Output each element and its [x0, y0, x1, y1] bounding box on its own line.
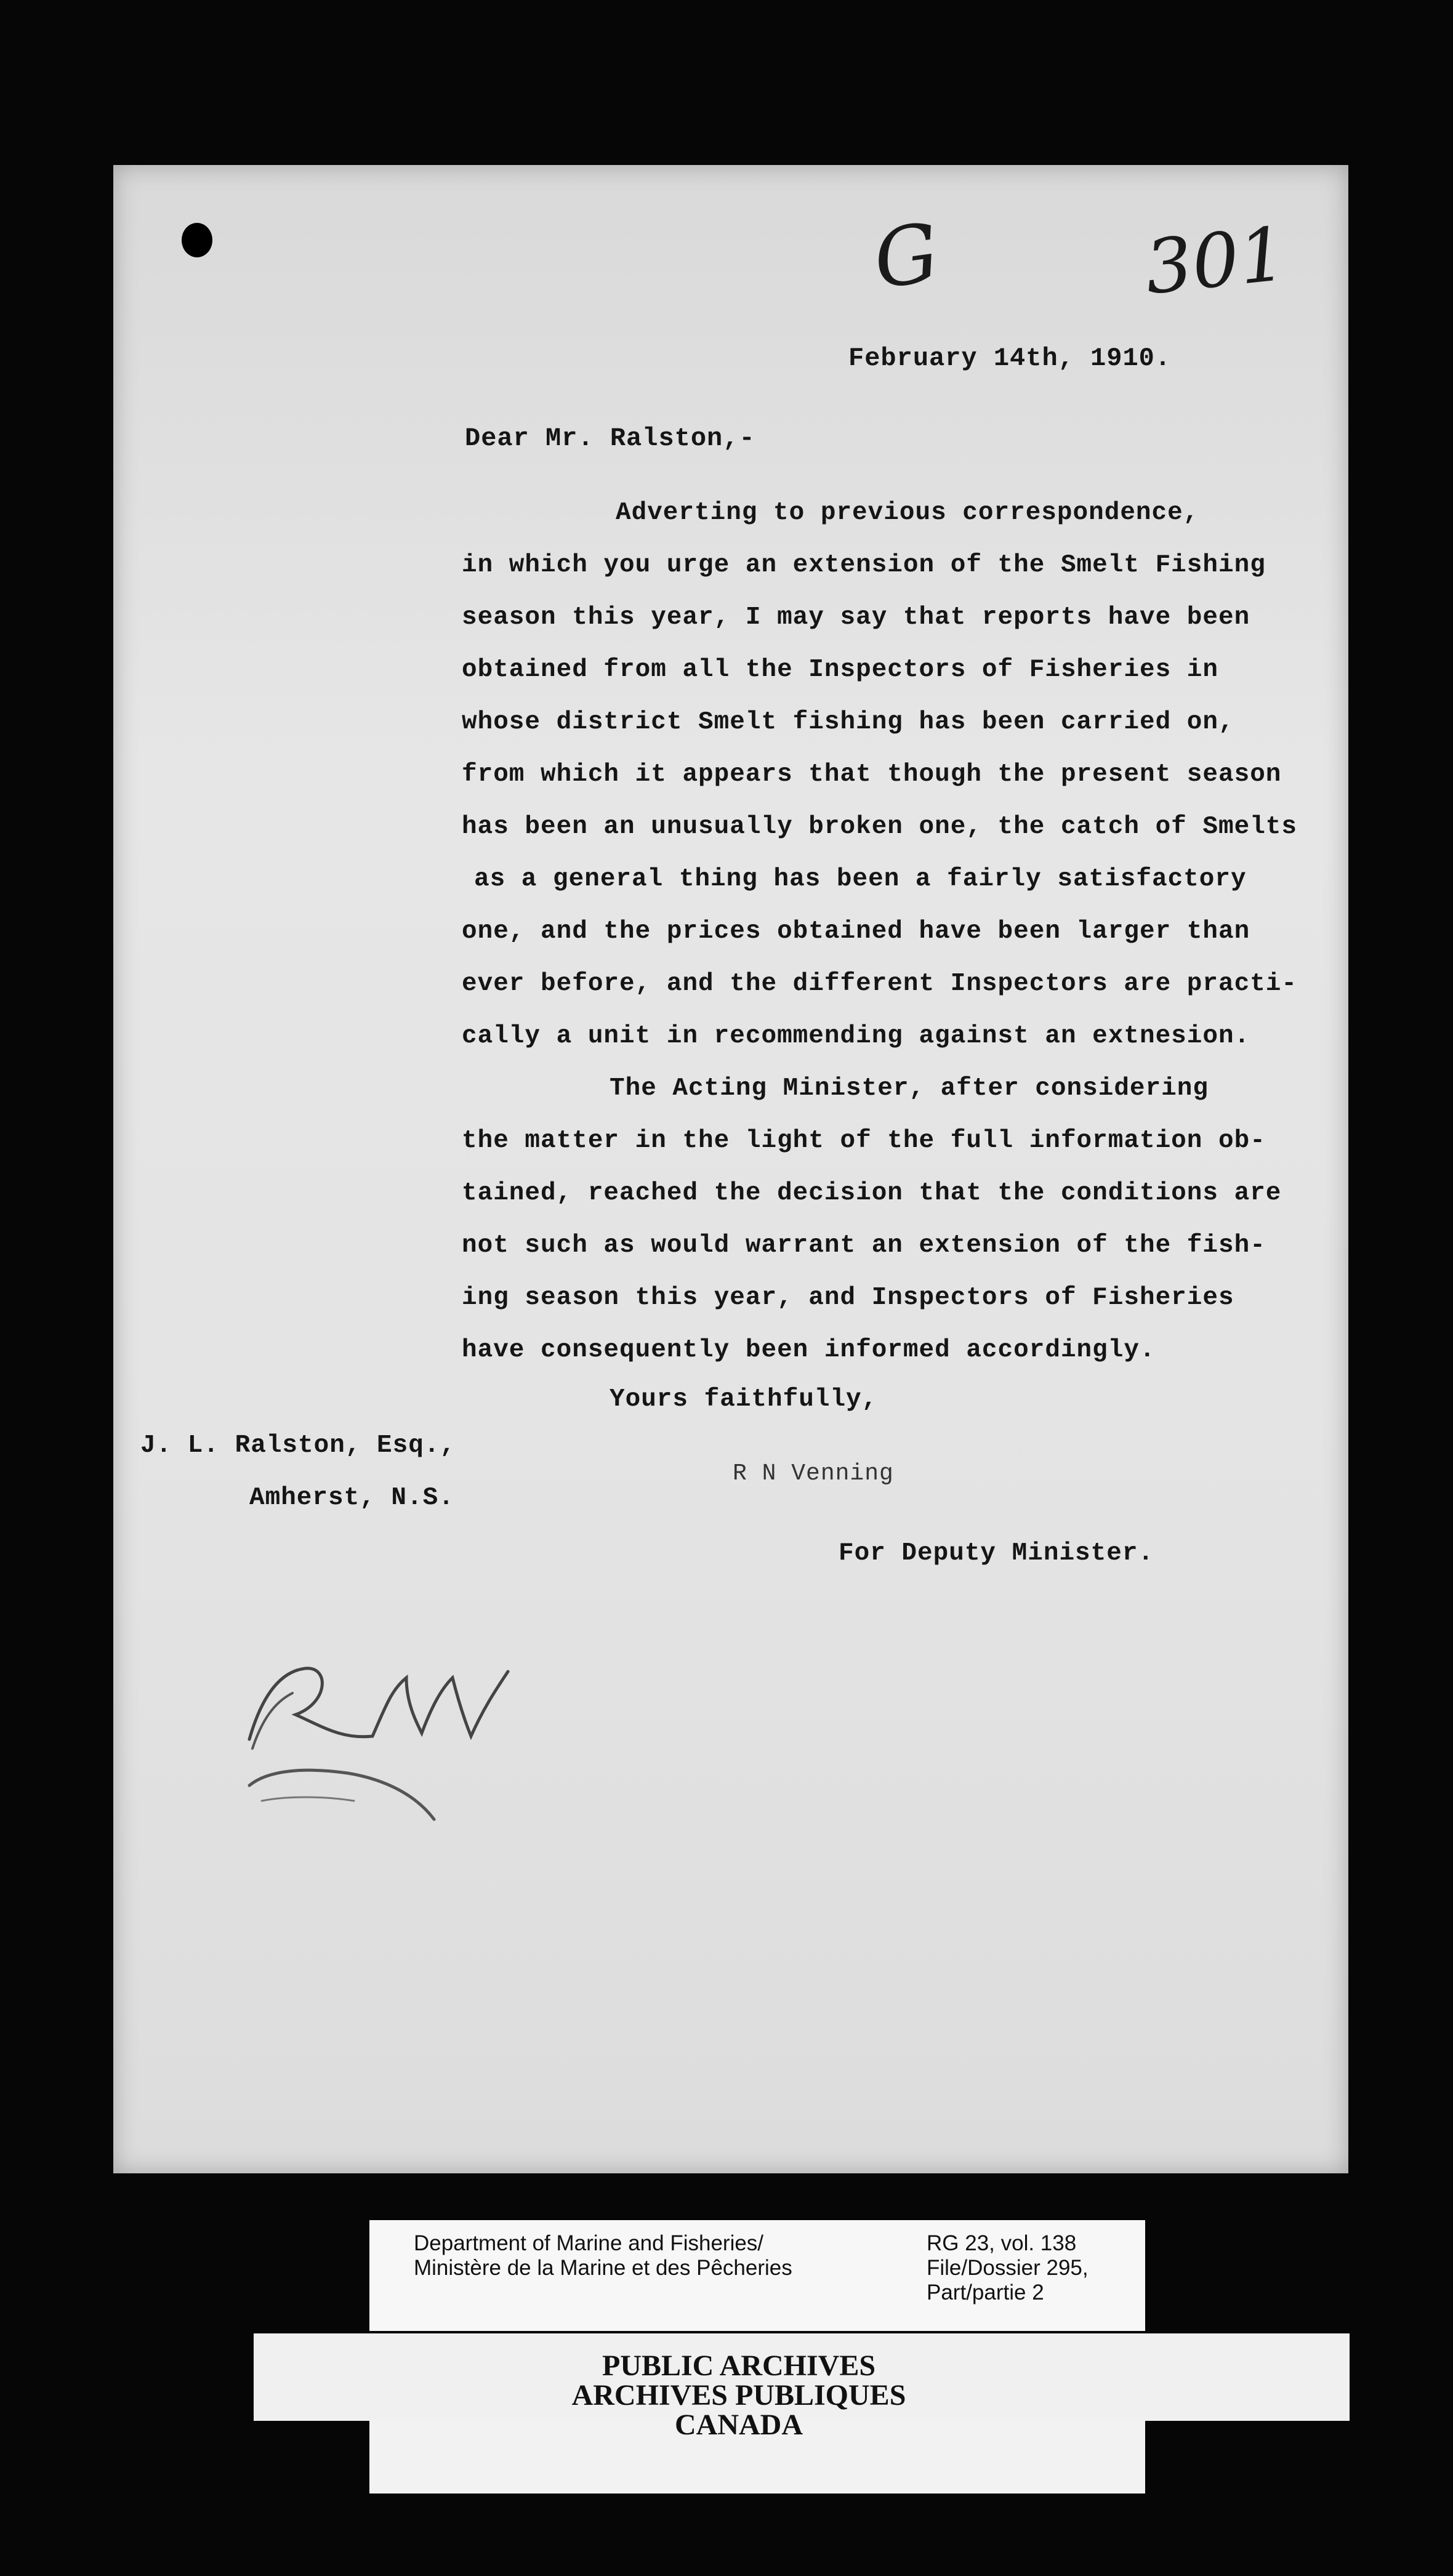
- paragraph-line: whose district Smelt fishing has been carried on,: [462, 708, 1234, 736]
- stamp-line-3: CANADA: [675, 2409, 803, 2441]
- reference-part: Part/partie 2: [927, 2280, 1044, 2304]
- paragraph-line: Adverting to previous correspondence,: [616, 499, 1199, 527]
- reference-rg: RG 23, vol. 138: [927, 2231, 1077, 2255]
- paragraph-line: as a general thing has been a fairly satisfactory: [474, 865, 1247, 893]
- paragraph-line: in which you urge an extension of the Smelt Fishing: [462, 551, 1266, 579]
- department-en: Department of Marine and Fisheries/: [414, 2231, 764, 2255]
- signatory-name: R N Venning: [733, 1460, 894, 1487]
- paragraph-line: from which it appears that though the present season: [462, 760, 1282, 789]
- paragraph-line: not such as would warrant an extension of the fish-: [462, 1231, 1266, 1260]
- addressee-name: J. L. Ralston, Esq.,: [140, 1431, 456, 1460]
- archive-label: [369, 2220, 1145, 2331]
- stamp-line-2: ARCHIVES PUBLIQUES: [571, 2379, 906, 2412]
- archive-stamp: [468, 2351, 1010, 2449]
- paragraph-line: the matter in the light of the full information ob-: [462, 1127, 1266, 1155]
- folio-number: 301: [1141, 211, 1290, 312]
- punch-hole: [182, 223, 212, 257]
- reference-file: File/Dossier 295,: [927, 2256, 1089, 2280]
- closing: Yours faithfully,: [610, 1385, 878, 1414]
- paragraph-line: one, and the prices obtained have been larger than: [462, 917, 1250, 946]
- paragraph-line: The Acting Minister, after considering: [610, 1074, 1209, 1103]
- signatory-title: For Deputy Minister.: [839, 1539, 1154, 1568]
- letter-date: February 14th, 1910.: [848, 344, 1172, 373]
- stamp-line-1: PUBLIC ARCHIVES: [602, 2349, 876, 2382]
- handwritten-initials: [237, 1635, 520, 1881]
- paragraph-line: has been an unusually broken one, the catch of Smelts: [462, 813, 1298, 841]
- paragraph-line: ever before, and the different Inspectors are practi-: [462, 970, 1298, 998]
- department-fr: Ministère de la Marine et des Pêcheries: [414, 2256, 792, 2280]
- initial-mark: G: [867, 205, 944, 307]
- paragraph-line: ing season this year, and Inspectors of Fisheries: [462, 1284, 1234, 1312]
- paragraph-line: obtained from all the Inspectors of Fisheries in: [462, 656, 1218, 684]
- paragraph-line: have consequently been informed accordingly.: [462, 1336, 1156, 1364]
- salutation: Dear Mr. Ralston,-: [465, 424, 755, 453]
- paragraph-line: season this year, I may say that reports have been: [462, 603, 1250, 632]
- paragraph-line: cally a unit in recommending against an extnesion.: [462, 1022, 1250, 1050]
- addressee-place: Amherst, N.S.: [249, 1484, 454, 1512]
- paragraph-line: tained, reached the decision that the conditions are: [462, 1179, 1282, 1207]
